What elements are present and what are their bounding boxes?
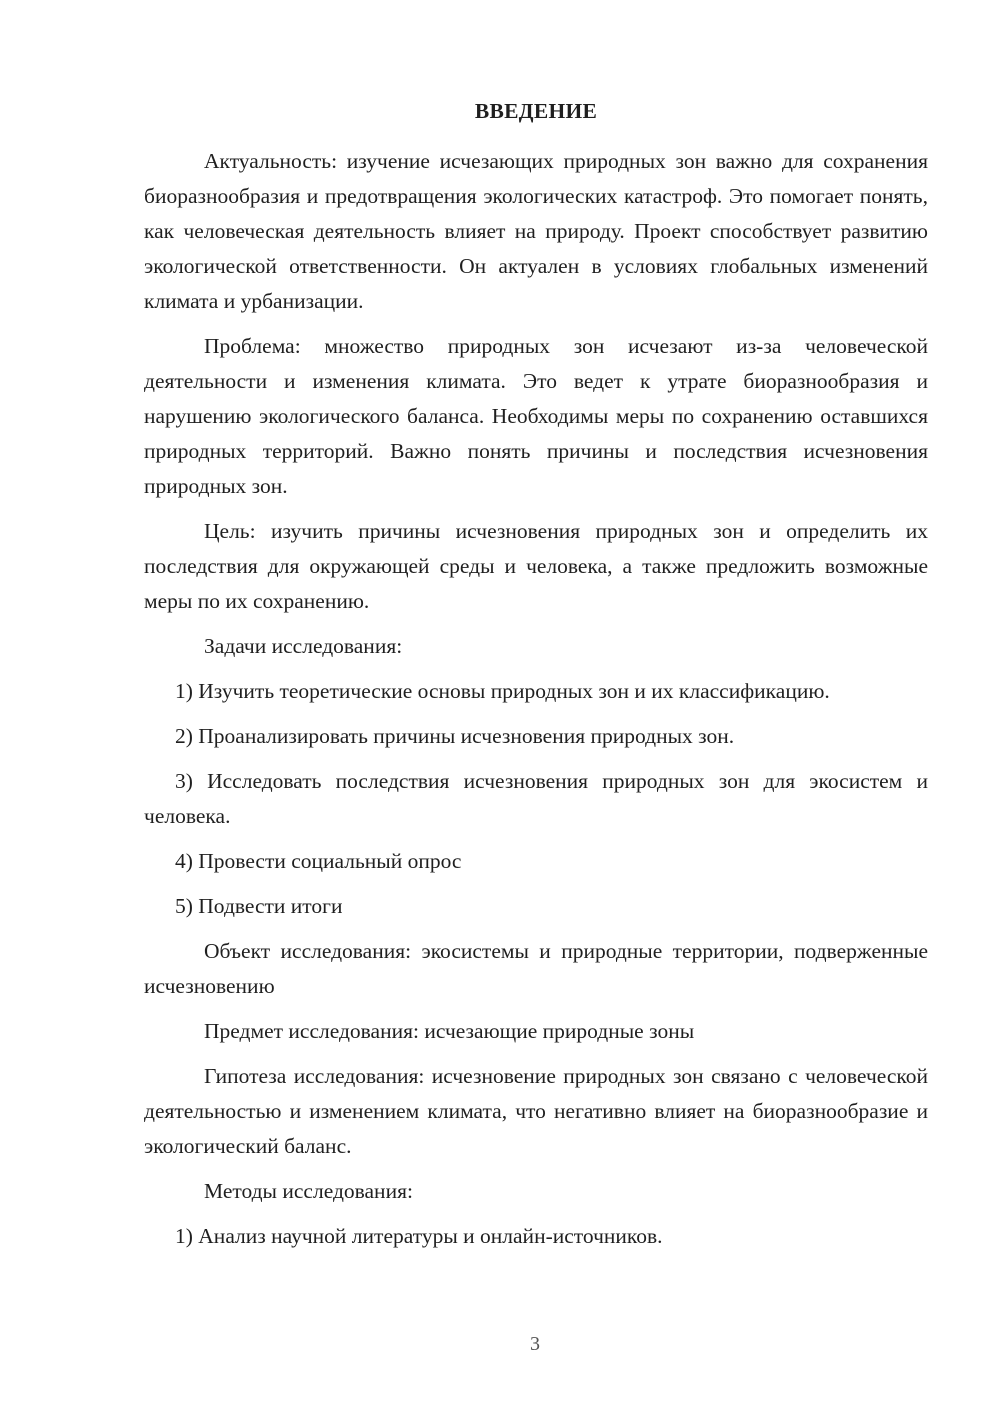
object-paragraph: Объект исследования: экосистемы и природные территории, подверженные исчезновению — [144, 939, 928, 998]
relevance-paragraph: Актуальность: изучение исчезающих природных зон важно для сохранения биоразнообразия и предотвращения экологических катастроф. Это помогает понять, как человеческая деятельность влияет на природу. Проект способствует развитию экологической ответственности. Он актуален в условиях глобальных изменений климата и урбанизации. — [144, 149, 928, 313]
methods-label: Методы исследования: — [204, 1179, 413, 1203]
task-item-1: 1) Изучить теоретические основы природных зон и их классификацию. — [175, 679, 830, 703]
method-item-1: 1) Анализ научной литературы и онлайн-источников. — [175, 1224, 663, 1248]
goal-paragraph: Цель: изучить причины исчезновения природных зон и определить их последствия для окружающей среды и человека, а также предложить возможные меры по их сохранению. — [144, 519, 928, 613]
task-item-4: 4) Провести социальный опрос — [175, 849, 462, 873]
problem-paragraph: Проблема: множество природных зон исчезают из-за человеческой деятельности и изменения климата. Это ведет к утрате биоразнообразия и нарушению экологического баланса. Необходимы меры по сохранению оставшихся природных территорий. Важно понять причины и последствия исчезновения природных зон. — [144, 334, 928, 498]
hypothesis-paragraph: Гипотеза исследования: исчезновение природных зон связано с человеческой деятельностью и изменением климата, что негативно влияет на биоразнообразие и экологический баланс. — [144, 1064, 928, 1158]
task-item-3: 3) Исследовать последствия исчезновения природных зон для экосистем и человека. — [144, 769, 928, 828]
page-number: 3 — [530, 1333, 540, 1355]
task-item-5: 5) Подвести итоги — [175, 894, 343, 918]
document-page — [144, 96, 928, 1264]
subject-paragraph: Предмет исследования: исчезающие природные зоны — [204, 1019, 695, 1043]
section-heading: ВВЕДЕНИЕ — [474, 99, 598, 123]
tasks-label: Задачи исследования: — [204, 634, 403, 658]
task-item-2: 2) Проанализировать причины исчезновения природных зон. — [175, 724, 735, 748]
